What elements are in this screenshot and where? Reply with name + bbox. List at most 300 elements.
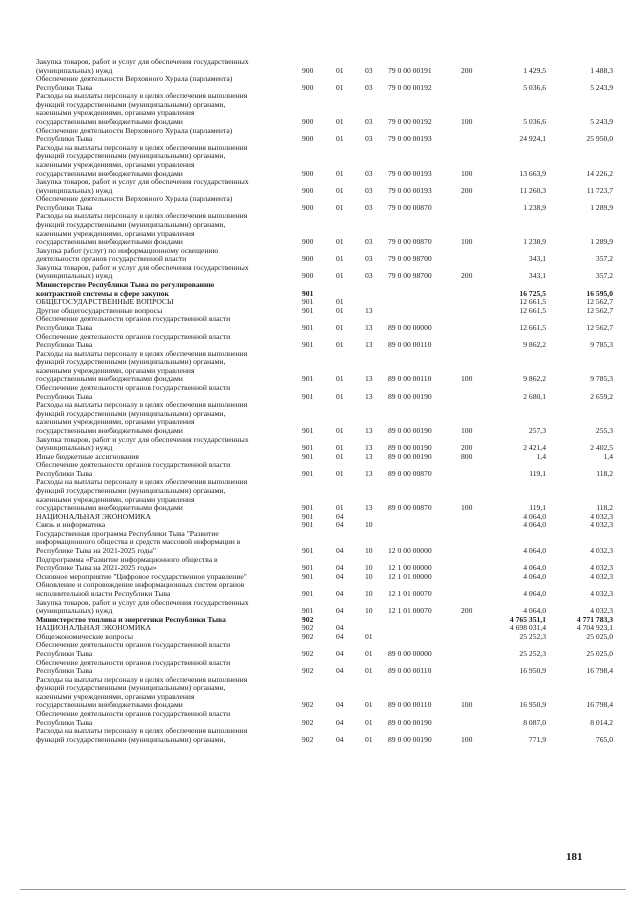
amount-second-year: 765,0	[595, 734, 613, 744]
article-code: 89 0 00 00110	[388, 666, 432, 676]
subsection-code: 01	[365, 734, 373, 744]
ministry-code: 900	[302, 254, 314, 264]
ministry-code: 902	[302, 631, 314, 641]
row-description	[36, 676, 298, 710]
section-code: 01	[336, 134, 344, 144]
subsection-code: 01	[365, 717, 373, 727]
ministry-code: 902	[302, 623, 314, 633]
subsection-code: 03	[365, 134, 373, 144]
amount-first-year: 12 661,5	[519, 322, 546, 332]
amount-second-year: 4 032,3	[590, 563, 613, 573]
amount-second-year: 4 032,3	[590, 511, 613, 521]
amount-second-year: 4 032,3	[590, 520, 613, 530]
description-line: Расходы на выплаты персоналу в целях обеспечения выполнения	[36, 348, 248, 358]
row-description	[36, 659, 298, 676]
description-line: государственными внебюджетными фондами	[36, 117, 183, 127]
description-line: Закупка товаров, работ и услуг для обеспечения государственных	[36, 262, 249, 272]
subsection-code: 13	[365, 305, 373, 315]
ministry-code: 901	[302, 305, 314, 315]
section-code: 04	[336, 546, 344, 556]
ministry-code: 901	[302, 520, 314, 530]
article-code: 89 0 00 00000	[388, 649, 432, 659]
subsection-code: 13	[365, 374, 373, 384]
description-line: функций государственными (муниципальными) органами,	[36, 408, 226, 418]
amount-first-year: 4 064,0	[523, 606, 546, 616]
description-line: казенными учреждениями, органами управления	[36, 494, 195, 504]
amount-second-year: 118,2	[596, 468, 613, 478]
expense-type-code: 200	[461, 606, 473, 616]
description-line: Общеэкономические вопросы	[36, 631, 133, 641]
amount-second-year: 1 488,3	[590, 65, 613, 75]
section-code: 01	[336, 374, 344, 384]
ministry-code: 902	[302, 734, 314, 744]
ministry-code: 901	[302, 503, 314, 513]
bottom-rule	[20, 889, 626, 890]
expense-type-code: 100	[461, 374, 473, 384]
article-code: 89 0 00 00190	[388, 717, 432, 727]
description-line: государственными внебюджетными фондами	[36, 425, 183, 435]
article-code: 79 0 00 98700	[388, 271, 432, 281]
description-line: функций государственными (муниципальными) органами,	[36, 734, 226, 744]
amount-second-year: 12 562,7	[586, 305, 613, 315]
amount-first-year: 119,1	[529, 468, 546, 478]
subsection-code: 03	[365, 117, 373, 127]
amount-second-year: 16 798,4	[586, 666, 613, 676]
description-line: Обеспечение деятельности органов государственной власти	[36, 314, 231, 324]
section-code: 01	[336, 117, 344, 127]
ministry-code: 900	[302, 168, 314, 178]
amount-second-year: 25 025,0	[586, 631, 613, 641]
subsection-code: 03	[365, 254, 373, 264]
article-code: 79 0 00 00193	[388, 134, 432, 144]
row-description	[36, 556, 298, 573]
description-line: информационного общества и средств массовой информации в	[36, 537, 241, 547]
description-line: Другие общегосударственные вопросы	[36, 305, 163, 315]
ministry-code: 901	[302, 563, 314, 573]
article-code: 12 1 01 00000	[388, 571, 432, 581]
article-code: 79 0 00 00192	[388, 82, 432, 92]
amount-first-year: 25 252,3	[519, 649, 546, 659]
amount-second-year: 1,4	[603, 451, 613, 461]
article-code: 12 1 01 00070	[388, 588, 432, 598]
article-code: 89 0 00 00190	[388, 443, 432, 453]
subsection-code: 01	[365, 700, 373, 710]
amount-first-year: 1,4	[536, 451, 546, 461]
article-code: 79 0 00 00870	[388, 237, 432, 247]
description-line: Закупка товаров, работ и услуг для обеспечения государственных	[36, 177, 249, 187]
amount-second-year: 14 226,2	[586, 168, 613, 178]
description-line: Республики Тыва	[36, 666, 93, 676]
ministry-code: 901	[302, 297, 314, 307]
section-code: 04	[336, 649, 344, 659]
subsection-code: 10	[365, 571, 373, 581]
ministry-code: 901	[302, 606, 314, 616]
description-line: Расходы на выплаты персоналу в целях обеспечения выполнения	[36, 477, 248, 487]
section-code: 04	[336, 734, 344, 744]
amount-second-year: 1 289,9	[590, 237, 613, 247]
amount-second-year: 25 025,0	[586, 649, 613, 659]
section-code: 01	[336, 340, 344, 350]
row-description	[36, 401, 298, 435]
section-code: 01	[336, 468, 344, 478]
ministry-code: 901	[302, 340, 314, 350]
description-line: Министерство Республики Тыва по регулированию	[36, 280, 215, 290]
amount-second-year: 25 950,0	[586, 134, 613, 144]
ministry-code: 901	[302, 588, 314, 598]
description-line: Закупка товаров, работ и услуг для обеспечения государственных	[36, 597, 249, 607]
subsection-code: 13	[365, 468, 373, 478]
article-code: 12 1 00 00000	[388, 563, 432, 573]
amount-second-year: 4 771 783,3	[576, 614, 613, 624]
description-line: государственными внебюджетными фондами	[36, 237, 183, 247]
row-description	[36, 92, 298, 126]
description-line: функций государственными (муниципальными) органами,	[36, 151, 226, 161]
amount-first-year: 16 950,9	[519, 666, 546, 676]
description-line: Расходы на выплаты персоналу в целях обеспечения выполнения	[36, 726, 248, 736]
article-code: 89 0 00 00110	[388, 700, 432, 710]
amount-first-year: 343,1	[528, 271, 546, 281]
amount-second-year: 16 595,0	[586, 288, 613, 298]
subsection-code: 13	[365, 443, 373, 453]
section-code: 04	[336, 717, 344, 727]
subsection-code: 10	[365, 520, 373, 530]
row-description	[36, 281, 298, 298]
description-line: казенными учреждениями, органами управления	[36, 365, 195, 375]
description-line: (муниципальных) нужд	[36, 65, 113, 75]
ministry-code: 901	[302, 571, 314, 581]
description-line: Закупка товаров, работ и услуг для обеспечения государственных	[36, 57, 249, 66]
article-code: 12 0 00 00000	[388, 546, 432, 556]
ministry-code: 900	[302, 271, 314, 281]
article-code: 89 0 00 00000	[388, 322, 432, 332]
expense-type-code: 100	[461, 168, 473, 178]
subsection-code: 03	[365, 82, 373, 92]
article-code: 79 0 00 00193	[388, 185, 432, 195]
amount-first-year: 1 429,5	[523, 65, 546, 75]
expense-type-code: 100	[461, 734, 473, 744]
subsection-code: 01	[365, 649, 373, 659]
description-line: Республике Тыва на 2021-2025 годы»	[36, 563, 157, 573]
amount-second-year: 2 659,2	[590, 391, 613, 401]
section-code: 04	[336, 563, 344, 573]
expense-type-code: 100	[461, 237, 473, 247]
section-code: 01	[336, 443, 344, 453]
ministry-code: 900	[302, 237, 314, 247]
description-line: функций государственными (муниципальными) органами,	[36, 683, 226, 693]
description-line: Республики Тыва	[36, 322, 93, 332]
description-line: казенными учреждениями, органами управления	[36, 417, 195, 427]
description-line: НАЦИОНАЛЬНАЯ ЭКОНОМИКА	[36, 623, 151, 633]
expense-type-code: 100	[461, 700, 473, 710]
description-line: (муниципальных) нужд	[36, 271, 113, 281]
description-line: государственными внебюджетными фондами	[36, 168, 183, 178]
amount-first-year: 4 064,0	[523, 571, 546, 581]
article-code: 79 0 00 00192	[388, 117, 432, 127]
ministry-code: 901	[302, 288, 314, 298]
row-description	[36, 478, 298, 512]
description-line: функций государственными (муниципальными) органами,	[36, 357, 226, 367]
amount-first-year: 2 680,1	[523, 391, 546, 401]
description-line: Иные бюджетные ассигнования	[36, 451, 139, 461]
row-description	[36, 461, 298, 478]
subsection-code: 01	[365, 666, 373, 676]
subsection-code: 13	[365, 391, 373, 401]
ministry-code: 900	[302, 117, 314, 127]
subsection-code: 13	[365, 425, 373, 435]
ministry-code: 900	[302, 65, 314, 75]
description-line: Обновление и сопровождение информационных систем органов	[36, 580, 245, 590]
description-line: (муниципальных) нужд	[36, 606, 113, 616]
description-line: Обеспечение деятельности органов государственной власти	[36, 657, 231, 667]
subsection-code: 13	[365, 503, 373, 513]
row-description	[36, 599, 298, 616]
row-description	[36, 710, 298, 727]
amount-second-year: 255,3	[595, 425, 613, 435]
description-line: Связь и информатика	[36, 520, 106, 530]
section-code: 01	[336, 185, 344, 195]
description-line: Обеспечение деятельности Верховного Хурала (парламента)	[36, 125, 233, 135]
row-description	[36, 58, 298, 75]
section-code: 01	[336, 237, 344, 247]
ministry-code: 901	[302, 443, 314, 453]
amount-first-year: 4 765 351,1	[509, 614, 546, 624]
amount-first-year: 4 064,0	[523, 546, 546, 556]
ministry-code: 901	[302, 451, 314, 461]
description-line: государственными внебюджетными фондами	[36, 503, 183, 513]
expense-type-code: 100	[461, 503, 473, 513]
ministry-code: 902	[302, 717, 314, 727]
amount-first-year: 11 260,3	[519, 185, 546, 195]
section-code: 01	[336, 297, 344, 307]
amount-first-year: 8 087,0	[523, 717, 546, 727]
row-description	[36, 581, 298, 598]
description-line: Обеспечение деятельности Верховного Хурала (парламента)	[36, 194, 233, 204]
amount-second-year: 16 798,4	[586, 700, 613, 710]
row-description	[36, 127, 298, 144]
subsection-code: 03	[365, 202, 373, 212]
amount-second-year: 2 402,5	[590, 443, 613, 453]
amount-first-year: 24 924,1	[519, 134, 546, 144]
subsection-code: 10	[365, 563, 373, 573]
description-line: Закупка товаров, работ и услуг для обеспечения государственных	[36, 434, 249, 444]
description-line: Республике Тыва на 2021-2025 годы"	[36, 546, 156, 556]
description-line: Республики Тыва	[36, 202, 93, 212]
subsection-code: 13	[365, 340, 373, 350]
amount-first-year: 16 950,9	[519, 700, 546, 710]
description-line: Обеспечение деятельности органов государственной власти	[36, 383, 231, 393]
expense-type-code: 100	[461, 117, 473, 127]
ministry-code: 901	[302, 374, 314, 384]
ministry-code: 902	[302, 649, 314, 659]
section-code: 04	[336, 511, 344, 521]
amount-first-year: 4 698 031,4	[509, 623, 546, 633]
amount-first-year: 13 663,9	[519, 168, 546, 178]
ministry-code: 901	[302, 546, 314, 556]
amount-second-year: 4 032,3	[590, 588, 613, 598]
subsection-code: 10	[365, 588, 373, 598]
amount-second-year: 8 014,2	[590, 717, 613, 727]
subsection-code: 03	[365, 185, 373, 195]
amount-first-year: 4 064,0	[523, 511, 546, 521]
article-code: 89 0 00 00870	[388, 503, 432, 513]
section-code: 04	[336, 571, 344, 581]
amount-first-year: 1 238,9	[523, 202, 546, 212]
description-line: Обеспечение деятельности органов государственной власти	[36, 640, 231, 650]
amount-first-year: 4 064,0	[523, 520, 546, 530]
ministry-code: 902	[302, 666, 314, 676]
description-line: (муниципальных) нужд	[36, 185, 113, 195]
amount-second-year: 12 562,7	[586, 297, 613, 307]
ministry-code: 902	[302, 614, 314, 624]
description-line: Закупка работ (услуг) по информационному освещению	[36, 245, 219, 255]
description-line: деятельности органов государственной власти	[36, 254, 187, 264]
article-code: 89 0 00 00110	[388, 340, 432, 350]
row-description	[36, 247, 298, 264]
subsection-code: 13	[365, 322, 373, 332]
amount-second-year: 357,2	[595, 254, 613, 264]
section-code: 01	[336, 322, 344, 332]
article-code: 79 0 00 98700	[388, 254, 432, 264]
amount-second-year: 4 704 923,1	[576, 623, 613, 633]
description-line: Обеспечение деятельности органов государственной власти	[36, 709, 231, 719]
amount-first-year: 771,9	[528, 734, 546, 744]
row-description	[36, 436, 298, 453]
subsection-code: 03	[365, 271, 373, 281]
description-line: казенными учреждениями, органами управления	[36, 691, 195, 701]
section-code: 04	[336, 666, 344, 676]
section-code: 01	[336, 202, 344, 212]
amount-second-year: 4 032,3	[590, 546, 613, 556]
amount-first-year: 2 421,4	[523, 443, 546, 453]
section-code: 01	[336, 305, 344, 315]
section-code: 01	[336, 254, 344, 264]
amount-second-year: 12 562,7	[586, 322, 613, 332]
amount-second-year: 5 243,9	[590, 117, 613, 127]
description-line: Расходы на выплаты персоналу в целях обеспечения выполнения	[36, 400, 248, 410]
amount-second-year: 9 785,3	[590, 340, 613, 350]
description-line: Расходы на выплаты персоналу в целях обеспечения выполнения	[36, 91, 248, 101]
description-line: Республики Тыва	[36, 82, 93, 92]
section-code: 01	[336, 391, 344, 401]
row-description	[36, 350, 298, 384]
ministry-code: 901	[302, 425, 314, 435]
article-code: 89 0 00 00190	[388, 734, 432, 744]
description-line: Расходы на выплаты персоналу в целях обеспечения выполнения	[36, 211, 248, 221]
description-line: Основное мероприятие "Цифровое государственное управление"	[36, 571, 247, 581]
subsection-code: 03	[365, 168, 373, 178]
ministry-code: 900	[302, 134, 314, 144]
ministry-code: 901	[302, 511, 314, 521]
subsection-code: 10	[365, 546, 373, 556]
row-description	[36, 530, 298, 556]
ministry-code: 902	[302, 700, 314, 710]
amount-second-year: 11 723,7	[586, 185, 613, 195]
expense-type-code: 100	[461, 425, 473, 435]
article-code: 89 0 00 00190	[388, 425, 432, 435]
row-description	[36, 727, 298, 744]
amount-first-year: 16 725,5	[519, 288, 546, 298]
description-line: Республики Тыва	[36, 717, 93, 727]
amount-first-year: 5 036,6	[523, 82, 546, 92]
description-line: Республики Тыва	[36, 468, 93, 478]
amount-second-year: 9 785,3	[590, 374, 613, 384]
ministry-code: 900	[302, 202, 314, 212]
section-code: 04	[336, 588, 344, 598]
article-code: 79 0 00 00870	[388, 202, 432, 212]
amount-first-year: 25 252,3	[519, 631, 546, 641]
section-code: 01	[336, 503, 344, 513]
description-line: государственными внебюджетными фондами	[36, 374, 183, 384]
description-line: Республики Тыва	[36, 649, 93, 659]
amount-first-year: 343,1	[528, 254, 546, 264]
ministry-code: 901	[302, 391, 314, 401]
section-code: 01	[336, 425, 344, 435]
expense-type-code: 200	[461, 185, 473, 195]
amount-first-year: 119,1	[529, 503, 546, 513]
section-code: 01	[336, 65, 344, 75]
article-code: 89 0 00 00190	[388, 391, 432, 401]
row-description	[36, 178, 298, 195]
section-code: 04	[336, 520, 344, 530]
ministry-code: 901	[302, 468, 314, 478]
description-line: контрактной системы в сфере закупок	[36, 288, 169, 298]
row-description	[36, 333, 298, 350]
section-code: 04	[336, 623, 344, 633]
section-code: 01	[336, 168, 344, 178]
description-line: Подпрограмма «Развитие информационного общества в	[36, 554, 218, 564]
description-line: казенными учреждениями, органами управления	[36, 159, 195, 169]
expense-type-code: 200	[461, 271, 473, 281]
description-line: Республики Тыва	[36, 134, 93, 144]
description-line: Государственная программа Республики Тыва "Развитие	[36, 528, 219, 538]
article-code: 89 0 00 00190	[388, 451, 432, 461]
expense-type-code: 800	[461, 451, 473, 461]
description-line: казенными учреждениями, органами управления	[36, 108, 195, 118]
description-line: Министерство топлива и энергетики Республики Тыва	[36, 614, 226, 624]
article-code: 12 1 01 00070	[388, 606, 432, 616]
description-line: Республики Тыва	[36, 340, 93, 350]
ministry-code: 901	[302, 322, 314, 332]
article-code: 79 0 00 00191	[388, 65, 432, 75]
description-line: ОБЩЕГОСУДАРСТВЕННЫЕ ВОПРОСЫ	[36, 297, 174, 307]
description-line: Расходы на выплаты персоналу в целях обеспечения выполнения	[36, 674, 248, 684]
subsection-code: 13	[365, 451, 373, 461]
row-description	[36, 641, 298, 658]
page-number: 181	[566, 851, 583, 863]
section-code: 04	[336, 631, 344, 641]
row-description	[36, 75, 298, 92]
description-line: исполнительной власти Республики Тыва	[36, 588, 171, 598]
amount-first-year: 12 661,5	[519, 297, 546, 307]
expense-type-code: 200	[461, 65, 473, 75]
row-description	[36, 144, 298, 178]
description-line: Расходы на выплаты персоналу в целях обеспечения выполнения	[36, 142, 248, 152]
amount-first-year: 9 862,2	[523, 340, 546, 350]
row-description	[36, 195, 298, 212]
section-code: 04	[336, 606, 344, 616]
section-code: 01	[336, 271, 344, 281]
amount-first-year: 9 862,2	[523, 374, 546, 384]
description-line: функций государственными (муниципальными) органами,	[36, 220, 226, 230]
article-code: 89 0 00 00870	[388, 468, 432, 478]
description-line: функций государственными (муниципальными) органами,	[36, 485, 226, 495]
subsection-code: 10	[365, 606, 373, 616]
subsection-code: 01	[365, 631, 373, 641]
description-line: Обеспечение деятельности органов государственной власти	[36, 331, 231, 341]
description-line: Республики Тыва	[36, 391, 93, 401]
amount-first-year: 5 036,6	[523, 117, 546, 127]
row-description	[36, 315, 298, 332]
